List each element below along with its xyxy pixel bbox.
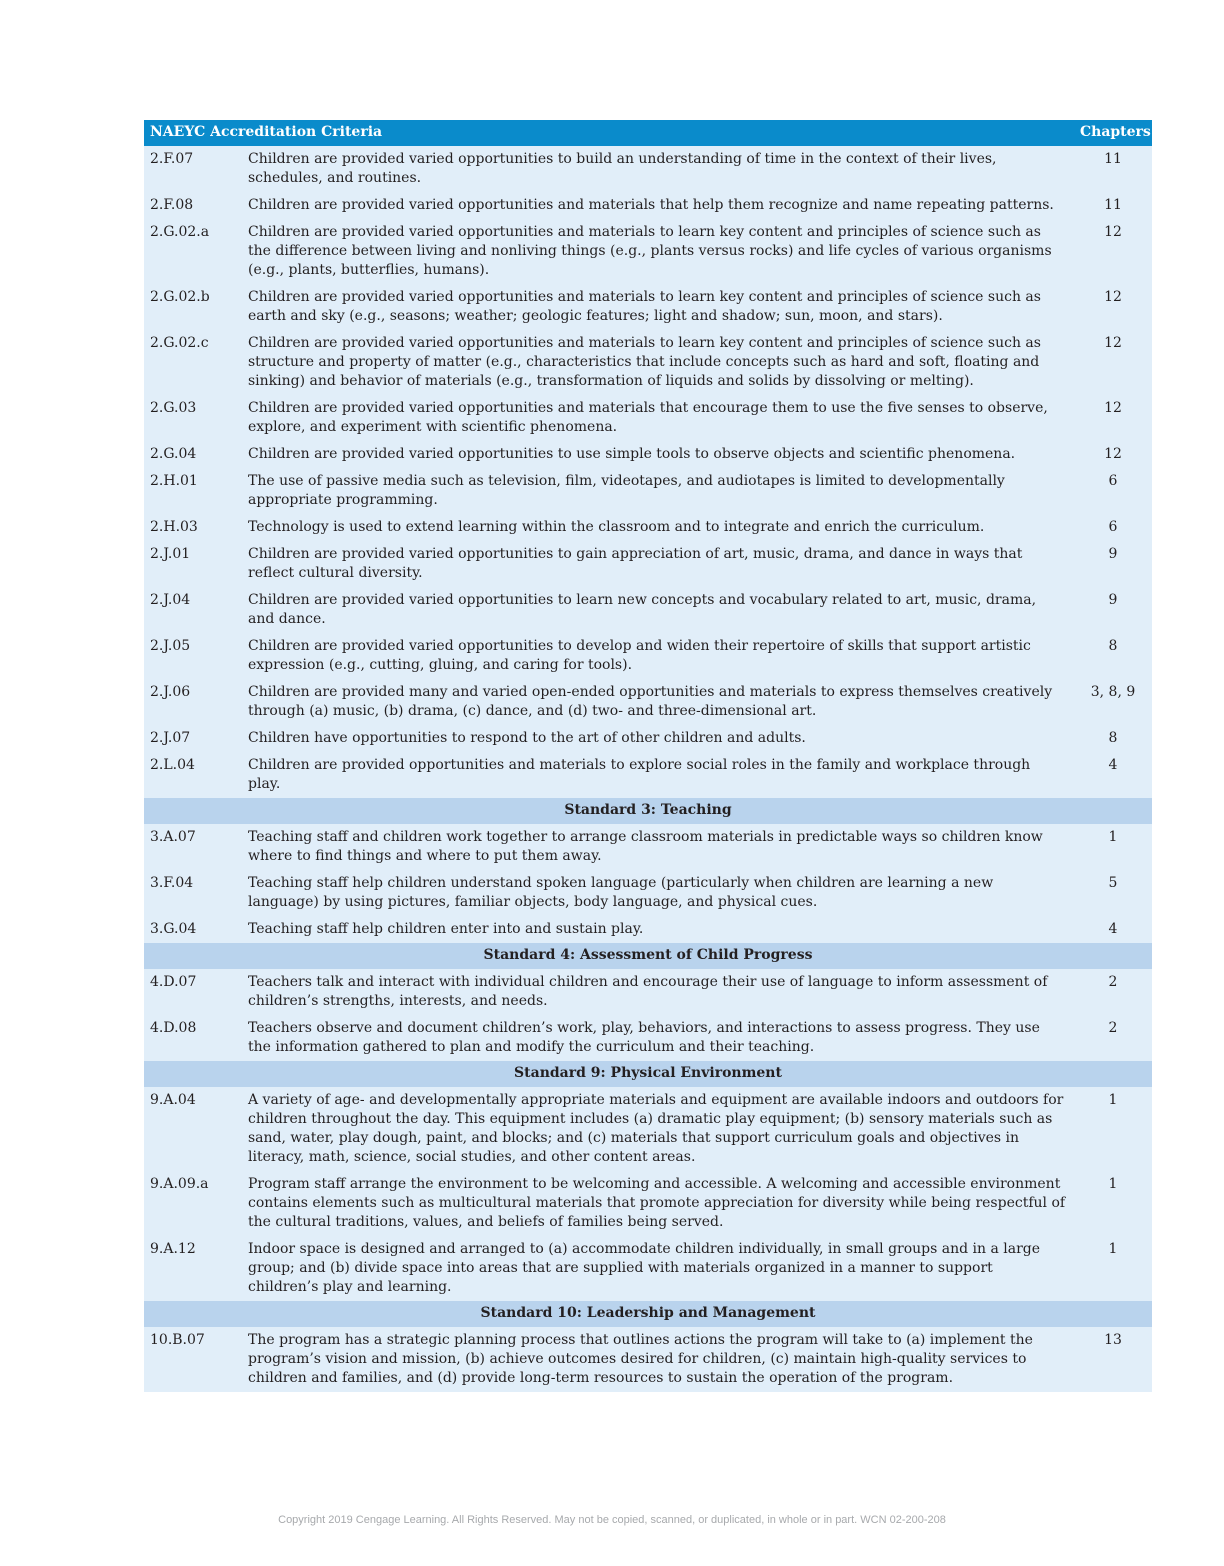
standard-heading-row — [144, 943, 1152, 969]
table-row — [144, 441, 1152, 468]
standard-heading-row — [144, 1061, 1152, 1087]
criterion-text: Program staff arrange the environment to be welcoming and accessible. A welcoming and accessible environment contains elements such as multicultural materials that promote appreciation for diversity while being respectful of the cultural traditions, values, and beliefs of families being served. — [242, 1171, 1074, 1236]
criterion-code: 2.G.02.b — [144, 284, 242, 330]
table-row — [144, 1327, 1152, 1392]
criterion-code: 2.F.08 — [144, 192, 242, 219]
criterion-code: 2.F.07 — [144, 146, 242, 192]
chapters-cell: 12 — [1074, 441, 1152, 468]
criterion-text: A variety of age- and developmentally appropriate materials and equipment are available indoors and outdoors for children throughout the day. This equipment includes (a) dramatic play equipment; (b) sensory materials such as sand, water, play dough, paint, and blocks; and (c) materials that support curriculum goals and objectives in literacy, math, science, social studies, and other content areas. — [242, 1087, 1074, 1171]
criterion-text: Children are provided varied opportunities to use simple tools to observe objects and scientific phenomena. — [242, 441, 1074, 468]
chapters-cell: 1 — [1074, 1236, 1152, 1301]
table-row — [144, 219, 1152, 284]
criterion-text: Technology is used to extend learning within the classroom and to integrate and enrich the curriculum. — [242, 514, 1074, 541]
criterion-code: 2.G.02.c — [144, 330, 242, 395]
table-row — [144, 514, 1152, 541]
table-row — [144, 284, 1152, 330]
criterion-code: 4.D.08 — [144, 1015, 242, 1061]
copyright-footer: Copyright 2019 Cengage Learning. All Rights Reserved. May not be copied, scanned, or duplicated, in whole or in part. WCN 02-200-208 — [278, 1514, 946, 1526]
table-row — [144, 468, 1152, 514]
chapters-column-header: Chapters — [1074, 120, 1152, 146]
criterion-text: Teachers observe and document children’s work, play, behaviors, and interactions to assess progress. They use the information gathered to plan and modify the curriculum and their teaching. — [242, 1015, 1074, 1061]
criterion-text: Children are provided varied opportunities to develop and widen their repertoire of skills that support artistic expression (e.g., cutting, gluing, and caring for tools). — [242, 633, 1074, 679]
criterion-text: Children are provided varied opportunities to gain appreciation of art, music, drama, and dance in ways that reflect cultural diversity. — [242, 541, 1074, 587]
chapters-cell: 3, 8, 9 — [1074, 679, 1152, 725]
criterion-code: 2.G.03 — [144, 395, 242, 441]
table-row — [144, 541, 1152, 587]
criterion-code: 2.H.01 — [144, 468, 242, 514]
chapters-cell: 1 — [1074, 824, 1152, 870]
table-row — [144, 395, 1152, 441]
criterion-code: 2.G.04 — [144, 441, 242, 468]
criterion-code: 2.J.01 — [144, 541, 242, 587]
standard-heading: Standard 10: Leadership and Management — [144, 1301, 1152, 1327]
criterion-text: Teaching staff help children enter into and sustain play. — [242, 916, 1074, 943]
criterion-text: Children are provided varied opportunities and materials to learn key content and principles of science such as structure and property of matter (e.g., characteristics that include concepts such as hard and soft, floating and sinking) and behavior of materials (e.g., transformation of liquids and solids by dissolving or melting). — [242, 330, 1074, 395]
criteria-column-header: NAEYC Accreditation Criteria — [144, 120, 1074, 146]
chapters-cell: 8 — [1074, 633, 1152, 679]
criterion-text: Children are provided varied opportunities and materials that encourage them to use the five senses to observe, explore, and experiment with scientific phenomena. — [242, 395, 1074, 441]
criterion-code: 2.G.02.a — [144, 219, 242, 284]
table-body — [144, 146, 1152, 1392]
table-row — [144, 752, 1152, 798]
table-row — [144, 192, 1152, 219]
criteria-table — [144, 120, 1152, 1392]
criterion-code: 9.A.04 — [144, 1087, 242, 1171]
criterion-code: 9.A.12 — [144, 1236, 242, 1301]
criterion-text: Teachers talk and interact with individual children and encourage their use of language to inform assessment of children’s strengths, interests, and needs. — [242, 969, 1074, 1015]
criterion-text: The use of passive media such as television, film, videotapes, and audiotapes is limited to developmentally appropriate programming. — [242, 468, 1074, 514]
criterion-code: 3.G.04 — [144, 916, 242, 943]
criterion-text: Children are provided varied opportunities to build an understanding of time in the context of their lives, schedules, and routines. — [242, 146, 1074, 192]
chapters-cell: 5 — [1074, 870, 1152, 916]
chapters-cell: 12 — [1074, 219, 1152, 284]
standard-heading-row — [144, 798, 1152, 824]
chapters-cell: 9 — [1074, 541, 1152, 587]
criterion-text: Children have opportunities to respond to the art of other children and adults. — [242, 725, 1074, 752]
criterion-code: 10.B.07 — [144, 1327, 242, 1392]
table-row — [144, 633, 1152, 679]
criterion-code: 3.A.07 — [144, 824, 242, 870]
table-row — [144, 969, 1152, 1015]
table-row — [144, 146, 1152, 192]
chapters-cell: 1 — [1074, 1171, 1152, 1236]
table-row — [144, 330, 1152, 395]
chapters-cell: 12 — [1074, 330, 1152, 395]
table-row — [144, 1236, 1152, 1301]
table-row — [144, 679, 1152, 725]
criterion-text: Teaching staff and children work together to arrange classroom materials in predictable ways so children know where to find things and where to put them away. — [242, 824, 1074, 870]
chapters-cell: 9 — [1074, 587, 1152, 633]
criterion-code: 3.F.04 — [144, 870, 242, 916]
chapters-cell: 4 — [1074, 752, 1152, 798]
criterion-code: 4.D.07 — [144, 969, 242, 1015]
criterion-text: Children are provided varied opportunities and materials to learn key content and principles of science such as the difference between living and nonliving things (e.g., plants versus rocks) and life cycles of various organisms (e.g., plants, butterflies, humans). — [242, 219, 1074, 284]
criterion-text: Children are provided opportunities and materials to explore social roles in the family and workplace through play. — [242, 752, 1074, 798]
chapters-cell: 8 — [1074, 725, 1152, 752]
table-row — [144, 587, 1152, 633]
chapters-cell: 12 — [1074, 284, 1152, 330]
criterion-text: Children are provided varied opportunities and materials to learn key content and principles of science such as earth and sky (e.g., seasons; weather; geologic features; light and shadow; sun, moon, and stars). — [242, 284, 1074, 330]
criterion-text: Children are provided varied opportunities and materials that help them recognize and name repeating patterns. — [242, 192, 1074, 219]
chapters-cell: 11 — [1074, 146, 1152, 192]
criterion-text: Indoor space is designed and arranged to (a) accommodate children individually, in small groups and in a large group; and (b) divide space into areas that are supplied with materials organized in a manner to support children’s play and learning. — [242, 1236, 1074, 1301]
criterion-text: Children are provided many and varied open-ended opportunities and materials to express themselves creatively through (a) music, (b) drama, (c) dance, and (d) two- and three-dimensional art. — [242, 679, 1074, 725]
criterion-code: 2.L.04 — [144, 752, 242, 798]
criterion-text: Teaching staff help children understand spoken language (particularly when children are learning a new language) by using pictures, familiar objects, body language, and physical cues. — [242, 870, 1074, 916]
standard-heading-row — [144, 1301, 1152, 1327]
criterion-text: Children are provided varied opportunities to learn new concepts and vocabulary related to art, music, drama, and dance. — [242, 587, 1074, 633]
chapters-cell: 2 — [1074, 1015, 1152, 1061]
chapters-cell: 11 — [1074, 192, 1152, 219]
table-header-row — [144, 120, 1152, 146]
chapters-cell: 13 — [1074, 1327, 1152, 1392]
chapters-cell: 1 — [1074, 1087, 1152, 1171]
table-row — [144, 1015, 1152, 1061]
table-row — [144, 1087, 1152, 1171]
criterion-text: The program has a strategic planning process that outlines actions the program will take to (a) implement the program’s vision and mission, (b) achieve outcomes desired for children, (c) maintain high-quality services to children and families, and (d) provide long-term resources to sustain the operation of the program. — [242, 1327, 1074, 1392]
criterion-code: 9.A.09.a — [144, 1171, 242, 1236]
chapters-cell: 6 — [1074, 514, 1152, 541]
table-row — [144, 916, 1152, 943]
table-row — [144, 870, 1152, 916]
chapters-cell: 6 — [1074, 468, 1152, 514]
standard-heading: Standard 4: Assessment of Child Progress — [144, 943, 1152, 969]
table-row — [144, 1171, 1152, 1236]
table-row — [144, 725, 1152, 752]
criterion-code: 2.J.07 — [144, 725, 242, 752]
chapters-cell: 2 — [1074, 969, 1152, 1015]
standard-heading: Standard 3: Teaching — [144, 798, 1152, 824]
criterion-code: 2.J.06 — [144, 679, 242, 725]
criterion-code: 2.H.03 — [144, 514, 242, 541]
chapters-cell: 4 — [1074, 916, 1152, 943]
table-row — [144, 824, 1152, 870]
criterion-code: 2.J.05 — [144, 633, 242, 679]
standard-heading: Standard 9: Physical Environment — [144, 1061, 1152, 1087]
criterion-code: 2.J.04 — [144, 587, 242, 633]
chapters-cell: 12 — [1074, 395, 1152, 441]
